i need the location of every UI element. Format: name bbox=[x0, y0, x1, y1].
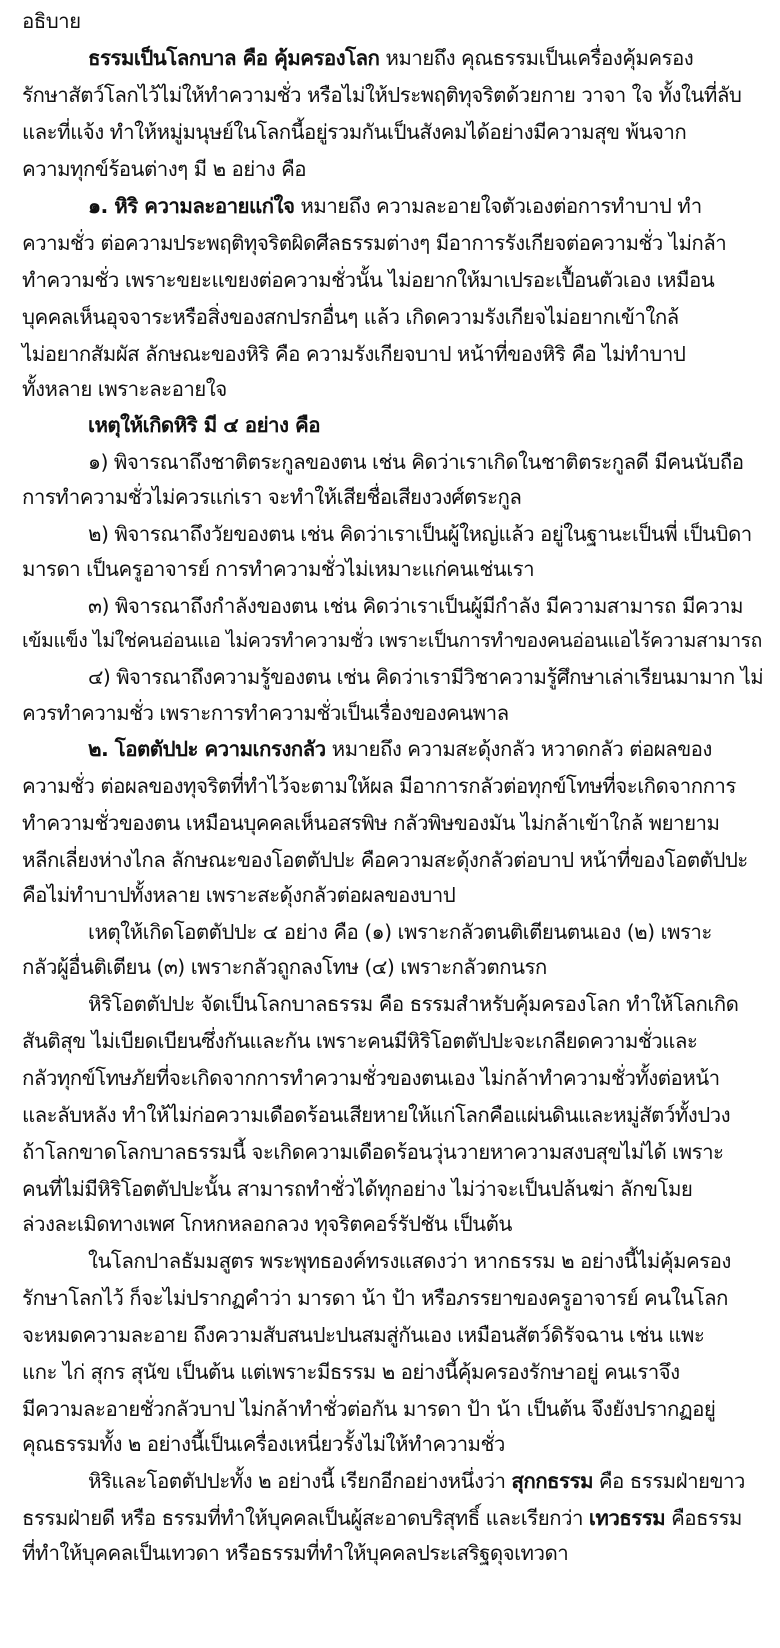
body-text: ถ้าโลกขาดโลกบาลธรรมนี้ จะเกิดความเดือดร้อนวุ่นวายหาความสงบสุขไม่ได้ เพราะ bbox=[22, 1140, 724, 1164]
body-text: จะหมดความละอาย ถึงความสับสนปะปนสมสู่กันเอง เหมือนสัตว์ดิรัจฉาน เช่น แพะ bbox=[22, 1323, 705, 1347]
body-text: กลัวทุกข์โทษภัยที่จะเกิดจากการทำความชั่วของตนเอง ไม่กล้าทำความชั่วทั้งต่อหน้า bbox=[22, 1066, 720, 1090]
text-line bbox=[22, 882, 455, 908]
body-text: อธิบาย bbox=[22, 9, 81, 33]
text-line bbox=[88, 193, 702, 219]
body-text: เข้มแข็ง ไม่ใช่คนอ่อนแอ ไม่ควรทำความชั่ว เพราะเป็นการทำของคนอ่อนแอไร้ความสามารถ bbox=[22, 629, 762, 652]
text-line bbox=[22, 119, 686, 145]
text-line bbox=[22, 1285, 728, 1311]
text-line bbox=[22, 628, 762, 654]
text-line bbox=[22, 156, 306, 182]
body-text: แกะ ไก่ สุกร สุนัข เป็นต้น แต่เพราะมีธรรม ๒ อย่างนี้คุ้มครองรักษาอยู่ คนเราจึง bbox=[22, 1360, 680, 1384]
text-line bbox=[22, 1176, 692, 1202]
body-text: รักษาสัตว์โลกไว้ไม่ให้ทำความชั่ว หรือไม่ให้ประพฤติทุจริตด้วยกาย วาจา ใจ ทั้งในที่ลับ bbox=[22, 83, 742, 107]
text-line bbox=[22, 810, 719, 836]
body-text: ๒) พิจารณาถึงวัยของตน เช่น คิดว่าเราเป็นผู้ใหญ่แล้ว อยู่ในฐานะเป็นพี่ เป็นบิดา bbox=[88, 522, 752, 546]
text-line bbox=[22, 773, 736, 799]
text-line bbox=[22, 1396, 715, 1422]
text-line bbox=[22, 376, 227, 402]
body-text: และลับหลัง ทำให้ไม่ก่อความเดือดร้อนเสียหายให้แก่โลกคือแผ่นดินและหมู่สัตว์ทั้งปวง bbox=[22, 1103, 731, 1127]
body-text: คือ ธรรมฝ่ายขาว bbox=[592, 1469, 745, 1493]
body-text: ที่ทำให้บุคคลเป็นเทวดา หรือธรรมที่ทำให้บุคคลประเสริฐดุจเทวดา bbox=[22, 1541, 569, 1565]
body-text: เหตุให้เกิดโอตตัปปะ ๔ อย่าง คือ (๑) เพราะกลัวตนติเตียนตนเอง (๒) เพราะ bbox=[88, 920, 712, 944]
body-text: ความชั่ว ต่อผลของทุจริตที่ทำไว้จะตามให้ผล มีอาการกลัวต่อทุกข์โทษที่จะเกิดจากการ bbox=[22, 774, 736, 798]
text-line bbox=[88, 1248, 731, 1274]
body-text: ๔) พิจารณาถึงความรู้ของตน เช่น คิดว่าเรามีวิชาความรู้ศึกษาเล่าเรียนมามาก ไม่ bbox=[88, 665, 764, 689]
text-line bbox=[22, 954, 547, 980]
text-line bbox=[88, 664, 763, 690]
text-line bbox=[22, 341, 685, 367]
body-text: หลีกเลี่ยงห่างไกล ลักษณะของโอตตัปปะ คือความสะดุ้งกลัวต่อบาป หน้าที่ของโอตตัปปะ bbox=[22, 848, 748, 872]
body-text: ๑) พิจารณาถึงชาติตระกูลของตน เช่น คิดว่าเราเกิดในชาติตระกูลดี มีคนนับถือ bbox=[88, 450, 744, 474]
text-line bbox=[22, 556, 534, 582]
body-text: รักษาโลกไว้ ก็จะไม่ปรากฏคำว่า มารดา น้า ป้า หรือภรรยาของครูอาจารย์ คนในโลก bbox=[22, 1286, 728, 1310]
text-line bbox=[22, 1211, 512, 1237]
body-text: มีความละอายชั่วกลัวบาป ไม่กล้าทำชั่วต่อกัน มารดา ป้า น้า เป็นต้น จึงยังปรากฏอยู่ bbox=[22, 1397, 716, 1421]
body-text: ความชั่ว ต่อความประพฤติทุจริตผิดศีลธรรมต่างๆ มีอาการรังเกียจต่อความชั่ว ไม่กล้า bbox=[22, 231, 727, 255]
text-line bbox=[22, 304, 679, 330]
body-text: หมายถึง ความละอายใจตัวเองต่อการทำบาป ทำ bbox=[294, 194, 702, 218]
bold-text: ๑. หิริ ความละอายแก่ใจ bbox=[88, 194, 295, 218]
body-text: กลัวผู้อื่นติเตียน (๓) เพราะกลัวถูกลงโทษ (๔) เพราะกลัวตกนรก bbox=[22, 955, 547, 979]
text-line bbox=[88, 919, 712, 945]
text-line bbox=[22, 484, 521, 510]
text-line bbox=[22, 1102, 730, 1128]
text-line bbox=[22, 230, 726, 256]
body-text: บุคคลเห็นอุจจาระหรือสิ่งของสกปรกอื่นๆ แล้ว เกิดความรังเกียจไม่อยากเข้าใกล้ bbox=[22, 305, 679, 329]
bold-text: ๒. โอตตัปปะ ความเกรงกลัว bbox=[88, 737, 326, 761]
body-text: หมายถึง คุณธรรมเป็นเครื่องคุ้มครอง bbox=[379, 46, 694, 70]
body-text: ความทุกข์ร้อนต่างๆ มี ๒ อย่าง คือ bbox=[22, 157, 307, 181]
text-line bbox=[22, 267, 714, 293]
text-line bbox=[22, 82, 741, 108]
body-text: หิริโอตตัปปะ จัดเป็นโลกบาลธรรม คือ ธรรมสำหรับคุ้มครองโลก ทำให้โลกเกิด bbox=[88, 992, 739, 1016]
bold-text: เหตุให้เกิดหิริ มี ๔ อย่าง คือ bbox=[88, 413, 320, 437]
body-text: หมายถึง ความสะดุ้งกลัว หวาดกลัว ต่อผลของ bbox=[325, 737, 712, 761]
text-line bbox=[22, 1028, 697, 1054]
text-line bbox=[88, 449, 744, 475]
text-line bbox=[88, 1468, 745, 1494]
text-line bbox=[22, 1139, 724, 1165]
body-text: ทำความชั่ว เพราะขยะแขยงต่อความชั่วนั้น ไม่อยากให้มาเปรอะเปื้อนตัวเอง เหมือน bbox=[22, 268, 715, 292]
text-line bbox=[22, 1431, 505, 1457]
body-text: สันติสุข ไม่เบียดเบียนซึ่งกันและกัน เพราะคนมีหิริโอตตัปปะจะเกลียดความชั่วและ bbox=[22, 1029, 698, 1053]
body-text: การทำความชั่วไม่ควรแก่เรา จะทำให้เสียชื่อเสียงวงศ์ตระกูล bbox=[22, 485, 522, 509]
body-text: และที่แจ้ง ทำให้หมู่มนุษย์ในโลกนี้อยู่รวมกันเป็นสังคมได้อย่างมีความสุข พ้นจาก bbox=[22, 120, 687, 144]
body-text: หิริและโอตตัปปะทั้ง ๒ อย่างนี้ เรียกอีกอย่างหนึ่งว่า bbox=[88, 1469, 512, 1493]
text-line bbox=[22, 1540, 568, 1566]
text-line bbox=[88, 593, 743, 619]
text-line bbox=[22, 1065, 720, 1091]
text-line bbox=[22, 8, 81, 34]
text-line bbox=[88, 45, 693, 71]
bold-text: ธรรมเป็นโลกบาล คือ คุ้มครองโลก bbox=[88, 46, 380, 70]
body-text: ล่วงละเมิดทางเพศ โกหกหลอกลวง ทุจริตคอร์รัปชัน เป็นต้น bbox=[22, 1212, 512, 1236]
text-line bbox=[88, 991, 738, 1017]
text-line bbox=[88, 412, 320, 438]
text-line bbox=[22, 1359, 680, 1385]
body-text: คือธรรม bbox=[665, 1506, 742, 1530]
text-line bbox=[88, 521, 752, 547]
text-line bbox=[88, 736, 712, 762]
body-text: ๓) พิจารณาถึงกำลังของตน เช่น คิดว่าเราเป็นผู้มีกำลัง มีความสามารถ มีความ bbox=[88, 594, 743, 618]
body-text: มารดา เป็นครูอาจารย์ การทำความชั่วไม่เหมาะแก่คนเช่นเรา bbox=[22, 557, 535, 581]
bold-text: เทวธรรม bbox=[588, 1506, 666, 1530]
text-line bbox=[22, 1505, 742, 1531]
text-line bbox=[22, 1322, 704, 1348]
body-text: ธรรมฝ่ายดี หรือ ธรรมที่ทำให้บุคคลเป็นผู้สะอาดบริสุทธิ์ และเรียกว่า bbox=[22, 1506, 589, 1530]
body-text: คนที่ไม่มีหิริโอตตัปปะนั้น สามารถทำชั่วได้ทุกอย่าง ไม่ว่าจะเป็นปล้นฆ่า ลักขโมย bbox=[22, 1177, 693, 1201]
body-text: ควรทำความชั่ว เพราะการทำความชั่วเป็นเรื่องของคนพาล bbox=[22, 701, 509, 725]
body-text: ทั้งหลาย เพราะละอายใจ bbox=[22, 377, 227, 401]
bold-text: สุกกธรรม bbox=[511, 1469, 593, 1493]
text-line bbox=[22, 847, 748, 873]
body-text: ไม่อยากสัมผัส ลักษณะของหิริ คือ ความรังเกียจบาป หน้าที่ของหิริ คือ ไม่ทำบาป bbox=[22, 342, 686, 366]
body-text: คือไม่ทำบาปทั้งหลาย เพราะสะดุ้งกลัวต่อผลของบาป bbox=[22, 883, 456, 907]
body-text: คุณธรรมทั้ง ๒ อย่างนี้เป็นเครื่องเหนี่ยวรั้งไม่ให้ทำความชั่ว bbox=[22, 1432, 505, 1456]
body-text: ทำความชั่วของตน เหมือนบุคคลเห็นอสรพิษ กลัวพิษของมัน ไม่กล้าเข้าใกล้ พยายาม bbox=[22, 811, 720, 835]
text-line bbox=[22, 700, 509, 726]
body-text: ในโลกปาลธัมมสูตร พระพุทธองค์ทรงแสดงว่า หากธรรม ๒ อย่างนี้ไม่คุ้มครอง bbox=[88, 1249, 731, 1273]
